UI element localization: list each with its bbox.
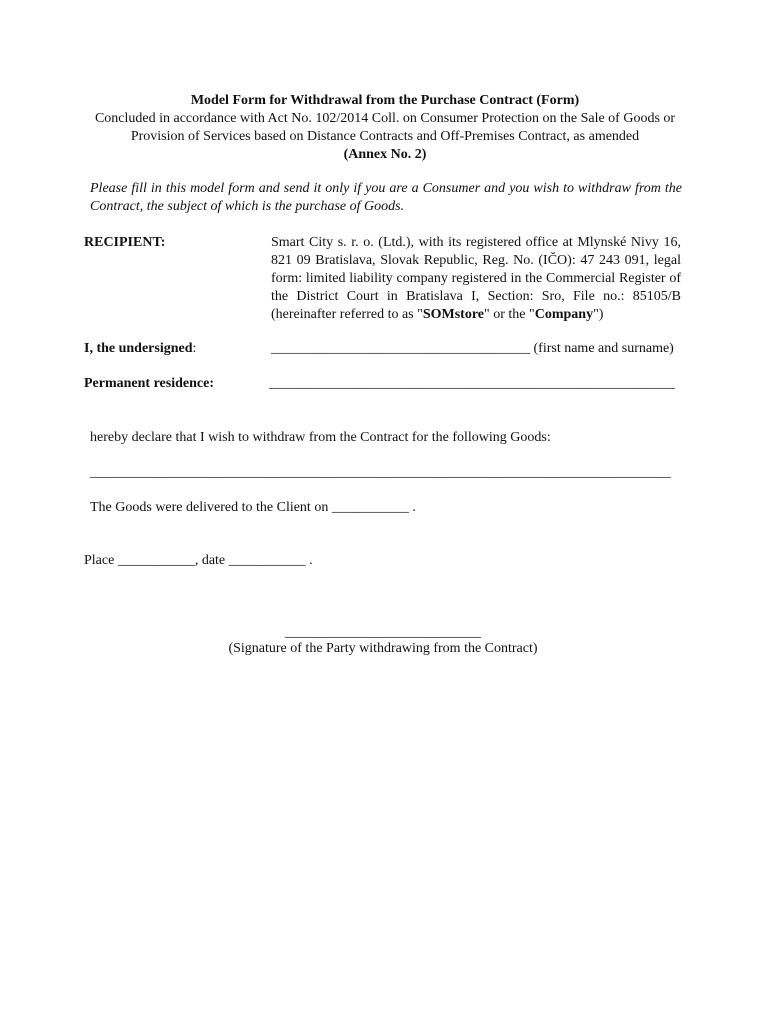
recipient-text-between: " or the " [484, 307, 535, 322]
goods-blank[interactable]: ___________________________________________________________________________________ [90, 465, 671, 480]
delivery-row [90, 499, 416, 517]
undersigned-name-blank[interactable]: _____________________________________ [271, 341, 530, 356]
instructions-paragraph: Please fill in this model form and send it only if you are a Consumer and you wish to withdraw from the Contract, the subject of which is the purchase of Goods. [90, 181, 682, 214]
delivery-date-blank[interactable]: ___________ [331, 500, 409, 515]
undersigned-label: I, the undersigned [84, 341, 193, 356]
signature-caption: (Signature of the Party withdrawing from the Contract) [228, 641, 538, 656]
recipient-text-end: ") [593, 307, 604, 322]
recipient-details [271, 234, 681, 324]
annex-number: (Annex No. 2) [343, 147, 427, 162]
place-date-end: . [305, 553, 313, 568]
recipient-company-term: Company [534, 307, 594, 322]
delivery-end: . [408, 500, 416, 515]
undersigned-field[interactable] [271, 340, 674, 358]
place-label: Place [84, 553, 118, 568]
form-title: Model Form for Withdrawal from the Purchase Contract (Form) [190, 93, 580, 108]
residence-label: Permanent residence: [84, 376, 214, 391]
date-label: , date [194, 553, 229, 568]
undersigned-hint: (first name and surname) [530, 341, 674, 356]
recipient-label: RECIPIENT: [84, 235, 166, 250]
delivery-text: The Goods were delivered to the Client on [90, 500, 332, 515]
place-date-row [84, 552, 313, 570]
undersigned-colon: : [192, 341, 197, 356]
recipient-address-text: Smart City s. r. o. (Ltd.), with its registered office at Mlynské Nivy 16, 821 09 Bratislava, Slovak Republic, Reg. No. (IČO): 47 243 091, legal form: limited liability company registered in the Commercial Register of the District Court in Bratislava I, Section: Sro, File no.: 85105/B (hereinafter referred to as " [271, 235, 681, 322]
date-blank[interactable]: ___________ [228, 553, 306, 568]
place-blank[interactable]: ___________ [117, 553, 195, 568]
residence-blank[interactable]: __________________________________________________________ [269, 376, 675, 391]
recipient-short-name: SOMstore [422, 307, 485, 322]
undersigned-label-row [84, 340, 196, 358]
legal-basis-line-1: Concluded in accordance with Act No. 102/2014 Coll. on Consumer Protection on the Sale of Goods or [94, 111, 676, 126]
legal-basis-line-2: Provision of Services based on Distance Contracts and Off-Premises Contract, as amended [130, 129, 640, 144]
declaration-text: hereby declare that I wish to withdraw from the Contract for the following Goods: [90, 430, 551, 445]
signature-blank[interactable]: ____________________________ [285, 625, 481, 640]
